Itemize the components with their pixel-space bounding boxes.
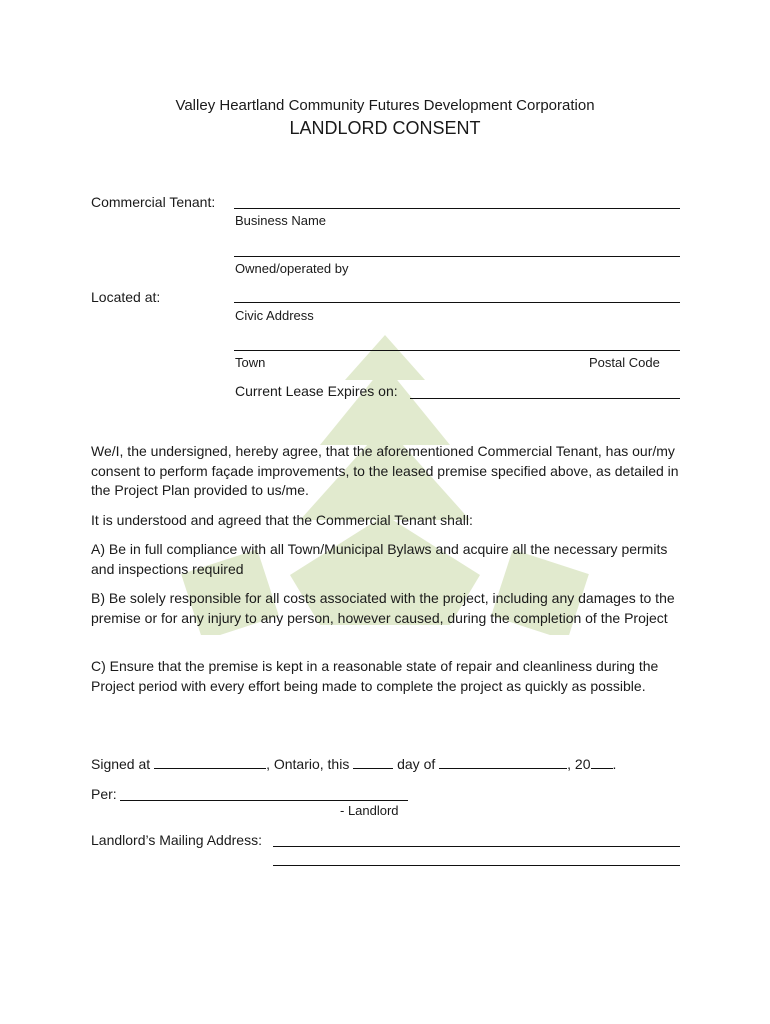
condition-a: A) Be in full compliance with all Town/Municipal Bylaws and acquire all the necessary permits and inspections required <box>91 541 668 577</box>
day-blank[interactable] <box>353 755 393 769</box>
year-blank[interactable] <box>591 755 613 769</box>
signed-at-label: Signed at <box>91 756 151 772</box>
understood-paragraph: It is understood and agreed that the Commercial Tenant shall: <box>91 512 473 528</box>
consent-paragraph: We/I, the undersigned, hereby agree, that the aforementioned Commercial Tenant, has our/my consent to perform façade improvements, to the leased premise specified above, as detailed in the Project Plan provided to us/me. <box>91 443 679 498</box>
condition-c: C) Ensure that the premise is kept in a reasonable state of repair and cleanliness during the Project period with every effort being made to complete the project as quickly as possible. <box>91 658 659 694</box>
landlord-signature-line[interactable] <box>120 800 408 801</box>
civic-address-line[interactable] <box>234 302 680 303</box>
located-at-label: Located at: <box>91 289 161 305</box>
year-suffix-label: . <box>612 756 617 772</box>
day-of-label: day of <box>397 756 436 772</box>
year-prefix-label: , 20 <box>567 756 591 772</box>
lease-expires-line[interactable] <box>410 398 680 399</box>
postal-code-caption: Postal Code <box>589 355 660 370</box>
condition-b: B) Be solely responsible for all costs associated with the project, including any damages to the premise or for any injury to any person, however caused, during the completion of the Project <box>91 590 675 626</box>
document-title: LANDLORD CONSENT <box>289 118 481 138</box>
month-blank[interactable] <box>439 755 567 769</box>
ontario-this-label: , Ontario, this <box>266 756 350 772</box>
town-postal-line[interactable] <box>234 350 680 351</box>
business-name-caption: Business Name <box>235 213 327 228</box>
owned-operated-line[interactable] <box>234 256 680 257</box>
business-name-line[interactable] <box>234 208 680 209</box>
mailing-address-line-2[interactable] <box>273 865 680 866</box>
mailing-address-line-1[interactable] <box>273 846 680 847</box>
town-caption: Town <box>235 355 266 370</box>
landlord-caption: - Landlord <box>340 803 399 818</box>
civic-address-caption: Civic Address <box>235 308 314 323</box>
mailing-address-label: Landlord’s Mailing Address: <box>91 832 262 848</box>
owned-operated-caption: Owned/operated by <box>235 261 349 276</box>
organization-name: Valley Heartland Community Futures Development Corporation <box>175 97 595 114</box>
signed-at-blank[interactable] <box>154 755 266 769</box>
lease-expires-label: Current Lease Expires on: <box>235 383 398 399</box>
signed-at-row <box>91 755 616 772</box>
per-label: Per: <box>91 786 117 802</box>
commercial-tenant-label: Commercial Tenant: <box>91 194 216 210</box>
